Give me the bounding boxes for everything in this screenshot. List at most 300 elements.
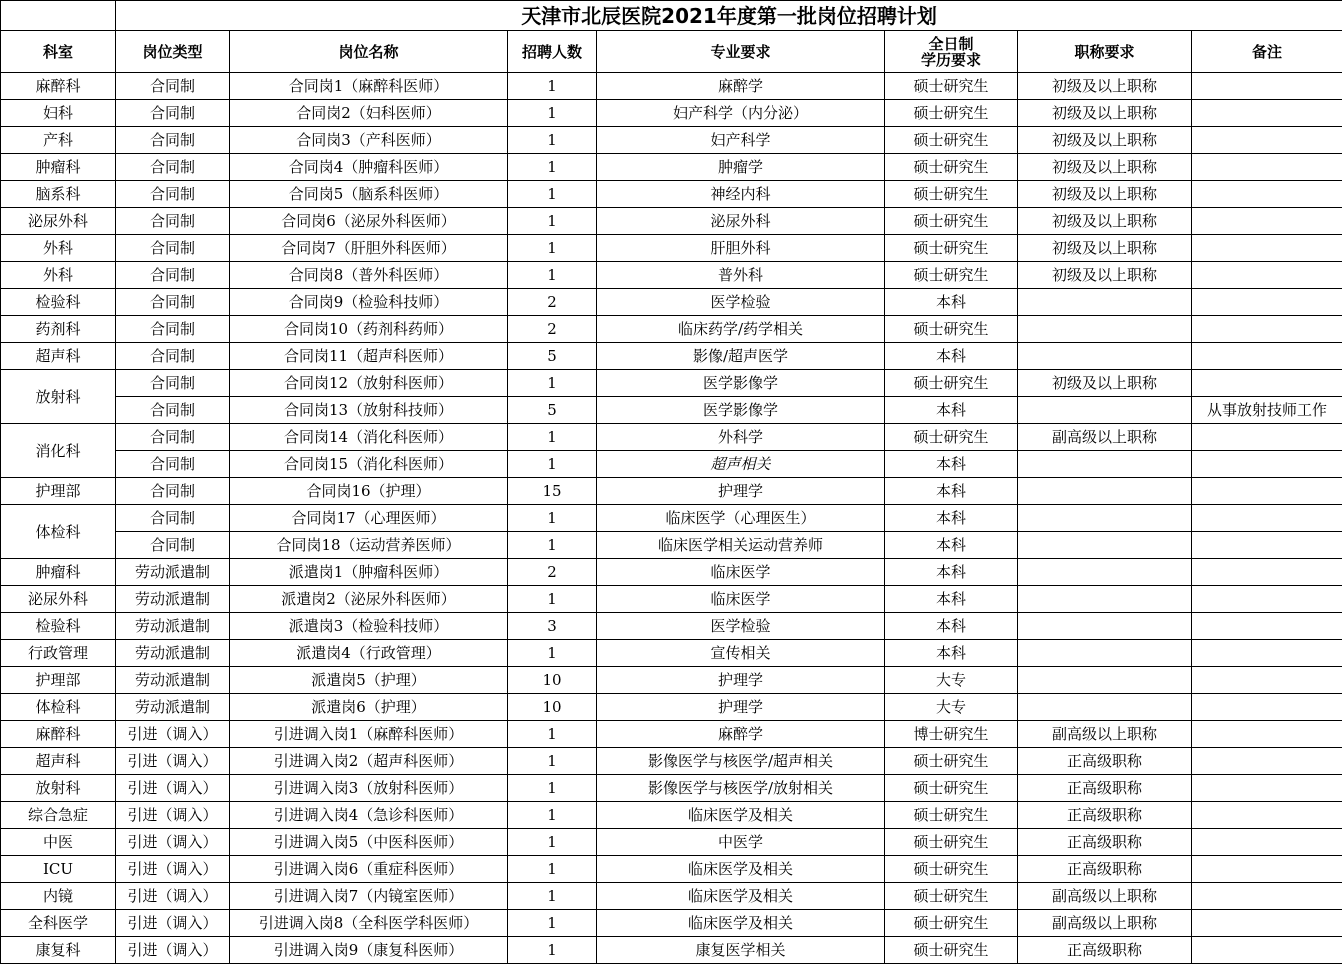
header-education[interactable] <box>885 31 1018 73</box>
cell-type[interactable]: 引进（调入） <box>116 829 230 856</box>
cell-count[interactable]: 1 <box>508 748 597 775</box>
cell-major[interactable]: 临床药学/药学相关 <box>597 316 885 343</box>
cell-note[interactable] <box>1192 829 1342 856</box>
cell-dept[interactable]: ICU <box>1 856 116 883</box>
table-row <box>1 937 1342 964</box>
cell-count[interactable]: 1 <box>508 370 597 397</box>
cell-note[interactable] <box>1192 613 1342 640</box>
cell-position-name[interactable]: 合同岗14（消化科医师） <box>230 424 508 451</box>
cell-education[interactable]: 硕士研究生 <box>885 910 1018 937</box>
title-corner-cell[interactable] <box>1 1 116 31</box>
cell-note[interactable] <box>1192 289 1342 316</box>
cell-dept[interactable]: 泌尿外科 <box>1 586 116 613</box>
cell-position-name[interactable]: 合同岗11（超声科医师） <box>230 343 508 370</box>
cell-title-requirement[interactable]: 初级及以上职称 <box>1018 73 1192 100</box>
cell-education[interactable]: 硕士研究生 <box>885 208 1018 235</box>
cell-major[interactable]: 超声相关 <box>597 451 885 478</box>
cell-note[interactable] <box>1192 667 1342 694</box>
cell-note[interactable] <box>1192 532 1342 559</box>
cell-title-requirement[interactable] <box>1018 289 1192 316</box>
cell-dept[interactable]: 药剂科 <box>1 316 116 343</box>
cell-note[interactable] <box>1192 505 1342 532</box>
cell-major[interactable]: 医学影像学 <box>597 370 885 397</box>
table-row <box>1 451 1342 478</box>
cell-major[interactable]: 麻醉学 <box>597 73 885 100</box>
cell-major[interactable]: 妇产科学 <box>597 127 885 154</box>
cell-note[interactable] <box>1192 343 1342 370</box>
cell-major[interactable]: 医学影像学 <box>597 397 885 424</box>
cell-type[interactable]: 劳动派遣制 <box>116 559 230 586</box>
cell-major[interactable]: 医学检验 <box>597 289 885 316</box>
cell-title-requirement[interactable]: 正高级职称 <box>1018 748 1192 775</box>
cell-count[interactable]: 1 <box>508 154 597 181</box>
cell-count[interactable]: 1 <box>508 640 597 667</box>
cell-position-name[interactable]: 合同岗7（肝胆外科医师） <box>230 235 508 262</box>
cell-position-name[interactable]: 引进调入岗3（放射科医师） <box>230 775 508 802</box>
cell-type[interactable]: 引进（调入） <box>116 721 230 748</box>
cell-type[interactable]: 合同制 <box>116 127 230 154</box>
cell-dept[interactable]: 护理部 <box>1 478 116 505</box>
cell-type[interactable]: 合同制 <box>116 208 230 235</box>
cell-title-requirement[interactable] <box>1018 586 1192 613</box>
cell-education[interactable]: 硕士研究生 <box>885 856 1018 883</box>
table-row <box>1 829 1342 856</box>
header-dept[interactable]: 科室 <box>1 31 116 73</box>
cell-count[interactable]: 1 <box>508 262 597 289</box>
table-row <box>1 208 1342 235</box>
cell-position-name[interactable]: 合同岗8（普外科医师） <box>230 262 508 289</box>
cell-count[interactable]: 5 <box>508 343 597 370</box>
cell-position-name[interactable]: 合同岗1（麻醉科医师） <box>230 73 508 100</box>
cell-major[interactable]: 影像/超声医学 <box>597 343 885 370</box>
cell-note[interactable] <box>1192 856 1342 883</box>
table-row <box>1 586 1342 613</box>
cell-dept[interactable]: 放射科 <box>1 775 116 802</box>
cell-title-requirement[interactable]: 初级及以上职称 <box>1018 181 1192 208</box>
cell-dept[interactable]: 消化科 <box>1 424 116 478</box>
cell-note[interactable] <box>1192 910 1342 937</box>
cell-major[interactable]: 临床医学及相关 <box>597 802 885 829</box>
cell-note[interactable] <box>1192 937 1342 964</box>
cell-education[interactable]: 硕士研究生 <box>885 316 1018 343</box>
cell-title-requirement[interactable]: 副高级以上职称 <box>1018 883 1192 910</box>
cell-type[interactable]: 合同制 <box>116 478 230 505</box>
cell-count[interactable]: 1 <box>508 181 597 208</box>
cell-title-requirement[interactable] <box>1018 694 1192 721</box>
cell-major[interactable]: 神经内科 <box>597 181 885 208</box>
cell-major[interactable]: 医学检验 <box>597 613 885 640</box>
cell-count[interactable]: 1 <box>508 424 597 451</box>
cell-count[interactable]: 1 <box>508 127 597 154</box>
cell-position-name[interactable]: 派遣岗2（泌尿外科医师） <box>230 586 508 613</box>
cell-dept[interactable]: 产科 <box>1 127 116 154</box>
cell-dept[interactable]: 检验科 <box>1 289 116 316</box>
cell-title-requirement[interactable] <box>1018 343 1192 370</box>
cell-note[interactable]: 从事放射技师工作 <box>1192 397 1342 424</box>
cell-count[interactable]: 2 <box>508 559 597 586</box>
cell-note[interactable] <box>1192 262 1342 289</box>
cell-title-requirement[interactable] <box>1018 559 1192 586</box>
table-row <box>1 559 1342 586</box>
cell-title-requirement[interactable] <box>1018 667 1192 694</box>
cell-position-name[interactable]: 派遣岗5（护理） <box>230 667 508 694</box>
table-row <box>1 316 1342 343</box>
header-type[interactable]: 岗位类型 <box>116 31 230 73</box>
cell-note[interactable] <box>1192 478 1342 505</box>
cell-type[interactable]: 合同制 <box>116 100 230 127</box>
cell-education[interactable]: 硕士研究生 <box>885 829 1018 856</box>
cell-education[interactable]: 硕士研究生 <box>885 235 1018 262</box>
cell-type[interactable]: 引进（调入） <box>116 748 230 775</box>
cell-education[interactable]: 硕士研究生 <box>885 181 1018 208</box>
header-title-requirement[interactable]: 职称要求 <box>1018 31 1192 73</box>
header-row <box>1 31 1342 73</box>
cell-education[interactable]: 硕士研究生 <box>885 262 1018 289</box>
table-row <box>1 127 1342 154</box>
cell-education[interactable]: 本科 <box>885 478 1018 505</box>
cell-education[interactable]: 本科 <box>885 289 1018 316</box>
cell-type[interactable]: 劳动派遣制 <box>116 640 230 667</box>
cell-type[interactable]: 合同制 <box>116 181 230 208</box>
cell-education[interactable]: 硕士研究生 <box>885 154 1018 181</box>
cell-position-name[interactable]: 引进调入岗6（重症科医师） <box>230 856 508 883</box>
cell-major[interactable]: 临床医学及相关 <box>597 910 885 937</box>
cell-position-name[interactable]: 派遣岗1（肿瘤科医师） <box>230 559 508 586</box>
cell-note[interactable] <box>1192 559 1342 586</box>
cell-major[interactable]: 泌尿外科 <box>597 208 885 235</box>
cell-count[interactable]: 1 <box>508 208 597 235</box>
table-row <box>1 478 1342 505</box>
cell-count[interactable]: 1 <box>508 235 597 262</box>
cell-major[interactable]: 护理学 <box>597 667 885 694</box>
cell-major[interactable]: 麻醉学 <box>597 721 885 748</box>
cell-count[interactable]: 10 <box>508 694 597 721</box>
table-row <box>1 694 1342 721</box>
cell-count[interactable]: 10 <box>508 667 597 694</box>
cell-title-requirement[interactable]: 初级及以上职称 <box>1018 154 1192 181</box>
table-title[interactable]: 天津市北辰医院2021年度第一批岗位招聘计划 <box>116 1 1342 31</box>
cell-major[interactable]: 临床医学 <box>597 559 885 586</box>
cell-major[interactable]: 临床医学及相关 <box>597 856 885 883</box>
cell-dept[interactable]: 肿瘤科 <box>1 154 116 181</box>
cell-education[interactable]: 博士研究生 <box>885 721 1018 748</box>
cell-dept[interactable]: 脑系科 <box>1 181 116 208</box>
cell-type[interactable]: 合同制 <box>116 343 230 370</box>
cell-note[interactable] <box>1192 748 1342 775</box>
cell-dept[interactable]: 护理部 <box>1 667 116 694</box>
cell-note[interactable] <box>1192 424 1342 451</box>
cell-note[interactable] <box>1192 154 1342 181</box>
cell-dept[interactable]: 外科 <box>1 235 116 262</box>
table-row <box>1 640 1342 667</box>
cell-type[interactable]: 劳动派遣制 <box>116 667 230 694</box>
cell-position-name[interactable]: 合同岗12（放射科医师） <box>230 370 508 397</box>
cell-note[interactable] <box>1192 586 1342 613</box>
cell-note[interactable] <box>1192 775 1342 802</box>
cell-major[interactable]: 肝胆外科 <box>597 235 885 262</box>
cell-title-requirement[interactable] <box>1018 478 1192 505</box>
cell-education[interactable]: 硕士研究生 <box>885 937 1018 964</box>
cell-type[interactable]: 劳动派遣制 <box>116 694 230 721</box>
cell-count[interactable]: 1 <box>508 910 597 937</box>
cell-education[interactable]: 大专 <box>885 667 1018 694</box>
cell-title-requirement[interactable]: 初级及以上职称 <box>1018 100 1192 127</box>
cell-count[interactable]: 1 <box>508 505 597 532</box>
cell-major[interactable]: 外科学 <box>597 424 885 451</box>
cell-education[interactable]: 硕士研究生 <box>885 73 1018 100</box>
cell-count[interactable]: 1 <box>508 100 597 127</box>
header-education-line1: 全日制 <box>928 34 974 53</box>
cell-note[interactable] <box>1192 721 1342 748</box>
cell-type[interactable]: 引进（调入） <box>116 910 230 937</box>
cell-type[interactable]: 合同制 <box>116 451 230 478</box>
cell-position-name[interactable]: 引进调入岗7（内镜室医师） <box>230 883 508 910</box>
cell-dept[interactable]: 中医 <box>1 829 116 856</box>
cell-count[interactable]: 1 <box>508 586 597 613</box>
cell-count[interactable]: 1 <box>508 802 597 829</box>
cell-title-requirement[interactable]: 正高级职称 <box>1018 829 1192 856</box>
cell-education[interactable]: 硕士研究生 <box>885 748 1018 775</box>
cell-title-requirement[interactable] <box>1018 532 1192 559</box>
cell-type[interactable]: 合同制 <box>116 73 230 100</box>
cell-education[interactable]: 本科 <box>885 640 1018 667</box>
cell-note[interactable] <box>1192 100 1342 127</box>
cell-position-name[interactable]: 派遣岗4（行政管理） <box>230 640 508 667</box>
cell-position-name[interactable]: 引进调入岗1（麻醉科医师） <box>230 721 508 748</box>
header-name[interactable]: 岗位名称 <box>230 31 508 73</box>
cell-dept[interactable]: 检验科 <box>1 613 116 640</box>
cell-position-name[interactable]: 引进调入岗5（中医科医师） <box>230 829 508 856</box>
cell-type[interactable]: 引进（调入） <box>116 775 230 802</box>
cell-count[interactable]: 1 <box>508 937 597 964</box>
cell-title-requirement[interactable]: 初级及以上职称 <box>1018 127 1192 154</box>
cell-education[interactable]: 本科 <box>885 343 1018 370</box>
cell-dept[interactable]: 体检科 <box>1 505 116 559</box>
cell-type[interactable]: 合同制 <box>116 262 230 289</box>
header-major[interactable]: 专业要求 <box>597 31 885 73</box>
cell-education[interactable]: 大专 <box>885 694 1018 721</box>
cell-type[interactable]: 劳动派遣制 <box>116 613 230 640</box>
table-row <box>1 883 1342 910</box>
header-note[interactable]: 备注 <box>1192 31 1342 73</box>
cell-count[interactable]: 15 <box>508 478 597 505</box>
cell-position-name[interactable]: 合同岗9（检验科技师） <box>230 289 508 316</box>
cell-title-requirement[interactable] <box>1018 451 1192 478</box>
cell-title-requirement[interactable] <box>1018 613 1192 640</box>
header-count[interactable]: 招聘人数 <box>508 31 597 73</box>
header-education-line2: 学历要求 <box>920 50 981 69</box>
cell-type[interactable]: 引进（调入） <box>116 883 230 910</box>
cell-note[interactable] <box>1192 370 1342 397</box>
title-row <box>1 1 1342 31</box>
cell-major[interactable]: 护理学 <box>597 478 885 505</box>
cell-type[interactable]: 合同制 <box>116 235 230 262</box>
cell-type[interactable]: 合同制 <box>116 424 230 451</box>
cell-title-requirement[interactable] <box>1018 397 1192 424</box>
cell-major[interactable]: 临床医学 <box>597 586 885 613</box>
cell-count[interactable]: 1 <box>508 856 597 883</box>
cell-education[interactable]: 硕士研究生 <box>885 424 1018 451</box>
cell-note[interactable] <box>1192 694 1342 721</box>
table-row <box>1 100 1342 127</box>
cell-count[interactable]: 1 <box>508 451 597 478</box>
cell-major[interactable]: 临床医学相关运动营养师 <box>597 532 885 559</box>
cell-title-requirement[interactable] <box>1018 505 1192 532</box>
cell-title-requirement[interactable]: 正高级职称 <box>1018 937 1192 964</box>
cell-position-name[interactable]: 合同岗4（肿瘤科医师） <box>230 154 508 181</box>
cell-count[interactable]: 1 <box>508 721 597 748</box>
cell-type[interactable]: 引进（调入） <box>116 937 230 964</box>
cell-title-requirement[interactable]: 正高级职称 <box>1018 856 1192 883</box>
cell-count[interactable]: 1 <box>508 73 597 100</box>
cell-education[interactable]: 本科 <box>885 451 1018 478</box>
cell-position-name[interactable]: 合同岗15（消化科医师） <box>230 451 508 478</box>
cell-dept[interactable]: 全科医学 <box>1 910 116 937</box>
cell-position-name[interactable]: 合同岗16（护理） <box>230 478 508 505</box>
cell-education[interactable]: 本科 <box>885 532 1018 559</box>
cell-major[interactable]: 宣传相关 <box>597 640 885 667</box>
cell-position-name[interactable]: 引进调入岗9（康复科医师） <box>230 937 508 964</box>
cell-type[interactable]: 合同制 <box>116 397 230 424</box>
cell-education[interactable]: 硕士研究生 <box>885 127 1018 154</box>
cell-dept[interactable]: 妇科 <box>1 100 116 127</box>
cell-title-requirement[interactable]: 副高级以上职称 <box>1018 910 1192 937</box>
cell-note[interactable] <box>1192 316 1342 343</box>
cell-major[interactable]: 肿瘤学 <box>597 154 885 181</box>
cell-count[interactable]: 2 <box>508 289 597 316</box>
table-row <box>1 775 1342 802</box>
cell-position-name[interactable]: 合同岗3（产科医师） <box>230 127 508 154</box>
cell-note[interactable] <box>1192 127 1342 154</box>
cell-education[interactable]: 本科 <box>885 586 1018 613</box>
cell-note[interactable] <box>1192 451 1342 478</box>
cell-position-name[interactable]: 合同岗10（药剂科药师） <box>230 316 508 343</box>
cell-major[interactable]: 影像医学与核医学/放射相关 <box>597 775 885 802</box>
cell-note[interactable] <box>1192 235 1342 262</box>
table-row <box>1 397 1342 424</box>
cell-position-name[interactable]: 合同岗5（脑系科医师） <box>230 181 508 208</box>
cell-type[interactable]: 合同制 <box>116 316 230 343</box>
cell-major[interactable]: 中医学 <box>597 829 885 856</box>
table-row <box>1 613 1342 640</box>
cell-count[interactable]: 1 <box>508 829 597 856</box>
cell-title-requirement[interactable]: 正高级职称 <box>1018 775 1192 802</box>
cell-dept[interactable]: 综合急症 <box>1 802 116 829</box>
cell-note[interactable] <box>1192 208 1342 235</box>
cell-title-requirement[interactable]: 副高级以上职称 <box>1018 424 1192 451</box>
cell-major[interactable]: 普外科 <box>597 262 885 289</box>
cell-title-requirement[interactable]: 初级及以上职称 <box>1018 208 1192 235</box>
cell-education[interactable]: 本科 <box>885 559 1018 586</box>
cell-type[interactable]: 合同制 <box>116 154 230 181</box>
cell-note[interactable] <box>1192 640 1342 667</box>
cell-dept[interactable]: 放射科 <box>1 370 116 424</box>
table-row <box>1 289 1342 316</box>
cell-title-requirement[interactable]: 正高级职称 <box>1018 802 1192 829</box>
cell-note[interactable] <box>1192 73 1342 100</box>
table-row <box>1 802 1342 829</box>
cell-position-name[interactable]: 合同岗2（妇科医师） <box>230 100 508 127</box>
cell-education[interactable]: 硕士研究生 <box>885 802 1018 829</box>
cell-education[interactable]: 硕士研究生 <box>885 100 1018 127</box>
cell-dept[interactable]: 麻醉科 <box>1 721 116 748</box>
cell-dept[interactable]: 外科 <box>1 262 116 289</box>
table-row <box>1 181 1342 208</box>
cell-note[interactable] <box>1192 883 1342 910</box>
cell-count[interactable]: 3 <box>508 613 597 640</box>
cell-dept[interactable]: 内镜 <box>1 883 116 910</box>
cell-major[interactable]: 临床医学及相关 <box>597 883 885 910</box>
cell-education[interactable]: 本科 <box>885 397 1018 424</box>
cell-dept[interactable]: 体检科 <box>1 694 116 721</box>
cell-education[interactable]: 硕士研究生 <box>885 775 1018 802</box>
cell-type[interactable]: 合同制 <box>116 505 230 532</box>
cell-major[interactable]: 妇产科学（内分泌） <box>597 100 885 127</box>
cell-position-name[interactable]: 合同岗6（泌尿外科医师） <box>230 208 508 235</box>
cell-position-name[interactable]: 引进调入岗4（急诊科医师） <box>230 802 508 829</box>
cell-major[interactable]: 康复医学相关 <box>597 937 885 964</box>
cell-title-requirement[interactable]: 副高级以上职称 <box>1018 721 1192 748</box>
cell-type[interactable]: 合同制 <box>116 370 230 397</box>
cell-position-name[interactable]: 合同岗17（心理医师） <box>230 505 508 532</box>
cell-dept[interactable]: 泌尿外科 <box>1 208 116 235</box>
cell-title-requirement[interactable]: 初级及以上职称 <box>1018 262 1192 289</box>
cell-type[interactable]: 引进（调入） <box>116 802 230 829</box>
cell-dept[interactable]: 麻醉科 <box>1 73 116 100</box>
cell-count[interactable]: 1 <box>508 532 597 559</box>
cell-dept[interactable]: 肿瘤科 <box>1 559 116 586</box>
cell-education[interactable]: 硕士研究生 <box>885 883 1018 910</box>
table-row <box>1 370 1342 397</box>
cell-position-name[interactable]: 引进调入岗2（超声科医师） <box>230 748 508 775</box>
cell-major[interactable]: 护理学 <box>597 694 885 721</box>
cell-title-requirement[interactable] <box>1018 640 1192 667</box>
cell-position-name[interactable]: 引进调入岗8（全科医学科医师） <box>230 910 508 937</box>
cell-dept[interactable]: 康复科 <box>1 937 116 964</box>
cell-type[interactable]: 引进（调入） <box>116 856 230 883</box>
cell-note[interactable] <box>1192 802 1342 829</box>
cell-education[interactable]: 硕士研究生 <box>885 370 1018 397</box>
cell-major[interactable]: 影像医学与核医学/超声相关 <box>597 748 885 775</box>
table-row <box>1 505 1342 532</box>
table-row <box>1 235 1342 262</box>
cell-type[interactable]: 合同制 <box>116 289 230 316</box>
cell-education[interactable]: 本科 <box>885 505 1018 532</box>
cell-dept[interactable]: 超声科 <box>1 748 116 775</box>
cell-dept[interactable]: 超声科 <box>1 343 116 370</box>
table-row <box>1 856 1342 883</box>
cell-count[interactable]: 1 <box>508 883 597 910</box>
cell-count[interactable]: 2 <box>508 316 597 343</box>
cell-major[interactable]: 临床医学（心理医生） <box>597 505 885 532</box>
table-row <box>1 532 1342 559</box>
cell-note[interactable] <box>1192 181 1342 208</box>
cell-type[interactable]: 合同制 <box>116 532 230 559</box>
cell-position-name[interactable]: 派遣岗6（护理） <box>230 694 508 721</box>
cell-position-name[interactable]: 合同岗13（放射科技师） <box>230 397 508 424</box>
cell-count[interactable]: 5 <box>508 397 597 424</box>
cell-position-name[interactable]: 合同岗18（运动营养医师） <box>230 532 508 559</box>
cell-title-requirement[interactable] <box>1018 316 1192 343</box>
cell-type[interactable]: 劳动派遣制 <box>116 586 230 613</box>
cell-title-requirement[interactable]: 初级及以上职称 <box>1018 370 1192 397</box>
cell-title-requirement[interactable]: 初级及以上职称 <box>1018 235 1192 262</box>
cell-dept[interactable]: 行政管理 <box>1 640 116 667</box>
table-row <box>1 910 1342 937</box>
cell-count[interactable]: 1 <box>508 775 597 802</box>
cell-position-name[interactable]: 派遣岗3（检验科技师） <box>230 613 508 640</box>
cell-education[interactable]: 本科 <box>885 613 1018 640</box>
